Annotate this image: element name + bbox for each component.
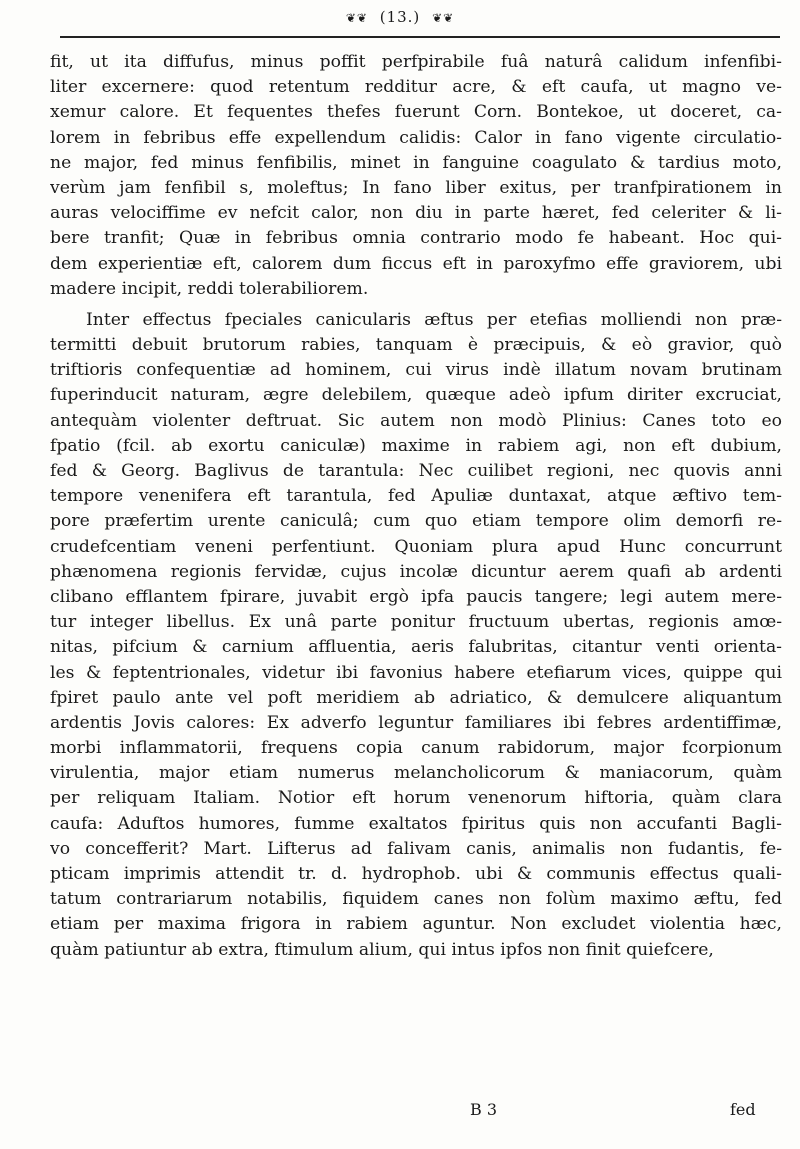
text-line: phænomena regionis fervidæ, cujus incolæ dicuntur aerem quafi ab ardenti — [50, 561, 782, 582]
text-line: termitti debuit brutorum rabies, tanquam è præcipuis, & eò gravior, quò — [50, 335, 782, 356]
text-line: Inter effectus fpeciales canicularis æftus per etefias molliendi non præ- — [86, 309, 782, 330]
text-line: clibano efflantem fpirare, juvabit ergò ipfa paucis tangere; legi autem mere- — [50, 586, 782, 607]
text-line: per reliquam Italiam. Notior eft horum venenorum hiftoria, quàm clara — [50, 788, 782, 809]
ornament-right-icon: ❦❦ — [432, 11, 455, 25]
text-line: pticam imprimis attendit tr. d. hydrophob. ubi & communis effectus quali- — [50, 864, 782, 884]
text-line: fuperinducit naturam, ægre delebilem, quæque adeò ipfum diriter excruciat, — [50, 385, 782, 406]
text-line: auras velociffime ev nefcit calor, non diu in parte hæret, fed celeriter & li- — [50, 203, 782, 224]
text-line: caufa: Aduftos humores, fumme exaltatos fpiritus quis non accufanti Bagli- — [50, 813, 782, 834]
signature-mark: B 3 — [470, 1100, 498, 1119]
text-line: antequàm violenter deftruat. Sic autem non modò Plinius: Canes toto eo — [50, 410, 782, 431]
text-line: fpiret paulo ante vel poft meridiem ab adriatico, & demulcere aliquantum — [50, 687, 782, 708]
text-line: nitas, pifcium & carnium affluentia, aeris falubritas, citantur venti orienta- — [50, 637, 782, 658]
text-line: fed & Georg. Baglivus de tarantula: Nec cuilibet regioni, nec quovis anni — [50, 461, 782, 481]
header-rule — [60, 36, 780, 38]
text-line: bere tranfit; Quæ in febribus omnia contrario modo fe habeant. Hoc qui- — [50, 228, 782, 249]
page-header — [0, 8, 800, 26]
text-line: madere incipit, reddi tolerabiliorem. — [50, 278, 369, 299]
text-line: liter excernere: quod retentum redditur acre, & eft caufa, ut magno ve- — [50, 77, 782, 98]
text-line: lorem in febribus effe expellendum calidis: Calor in fano vigente circulatio- — [50, 127, 782, 148]
text-line: etiam per maxima frigora in rabiem aguntur. Non excludet violentia hæc, — [50, 914, 782, 935]
text-line: crudefcentiam veneni perfentiunt. Quoniam plura apud Hunc concurrunt — [50, 536, 782, 557]
text-line: morbi inflammatorii, frequens copia canum rabidorum, major fcorpionum — [50, 738, 782, 759]
text-line: xemur calore. Et fequentes thefes fuerunt Corn. Bontekoe, ut doceret, ca- — [50, 102, 782, 123]
page-number: (13.) — [379, 8, 421, 26]
text-line: pore præfertim urente caniculâ; cum quo etiam tempore olim demorfi re- — [50, 511, 782, 532]
text-line: triftioris confequentiæ ad hominem, cui virus indè illatum novam brutinam — [50, 360, 782, 381]
text-line: tempore venenifera eft tarantula, fed Apuliæ duntaxat, atque æftivo tem- — [50, 486, 782, 507]
text-line: fpatio (fcil. ab exortu caniculæ) maxime in rabiem agi, non eft dubium, — [50, 435, 782, 456]
text-line: tur integer libellus. Ex unâ parte ponitur fructuum ubertas, regionis amœ- — [50, 612, 782, 633]
text-line: vo concefferit? Mart. Lifterus ad falivam canis, animalis non fudantis, fe- — [50, 838, 782, 859]
text-line: dem experientiæ eft, calorem dum ficcus eft in paroxyfmo effe graviorem, ubi — [50, 253, 782, 274]
text-line: ardentis Jovis calores: Ex adverfo leguntur familiares ibi febres ardentiffimæ, — [50, 712, 782, 733]
text-line: virulentia, major etiam numerus melancholicorum & maniacorum, quàm — [50, 763, 782, 784]
body-text — [50, 50, 782, 963]
text-line: fit, ut ita diffufus, minus poffit perfpirabile fuâ naturâ calidum infenfibi- — [50, 52, 782, 72]
text-line: verùm jam fenfibil s, moleftus; In fano liber exitus, per tranfpirationem in — [50, 177, 782, 198]
catchword: fed — [730, 1100, 756, 1119]
text-line: ne major, fed minus fenfibilis, minet in fanguine coagulato & tardius moto, — [50, 152, 782, 173]
ornament-left-icon: ❦❦ — [345, 11, 368, 25]
text-line: tatum contrariarum notabilis, fiquidem canes non folùm maximo æftu, fed — [50, 889, 782, 910]
text-line: les & feptentrionales, videtur ibi favonius habere etefiarum vices, quippe qui — [50, 662, 782, 683]
text-line: quàm patiuntur ab extra, ftimulum alium, qui intus ipfos non finit quiefcere, — [50, 939, 714, 960]
